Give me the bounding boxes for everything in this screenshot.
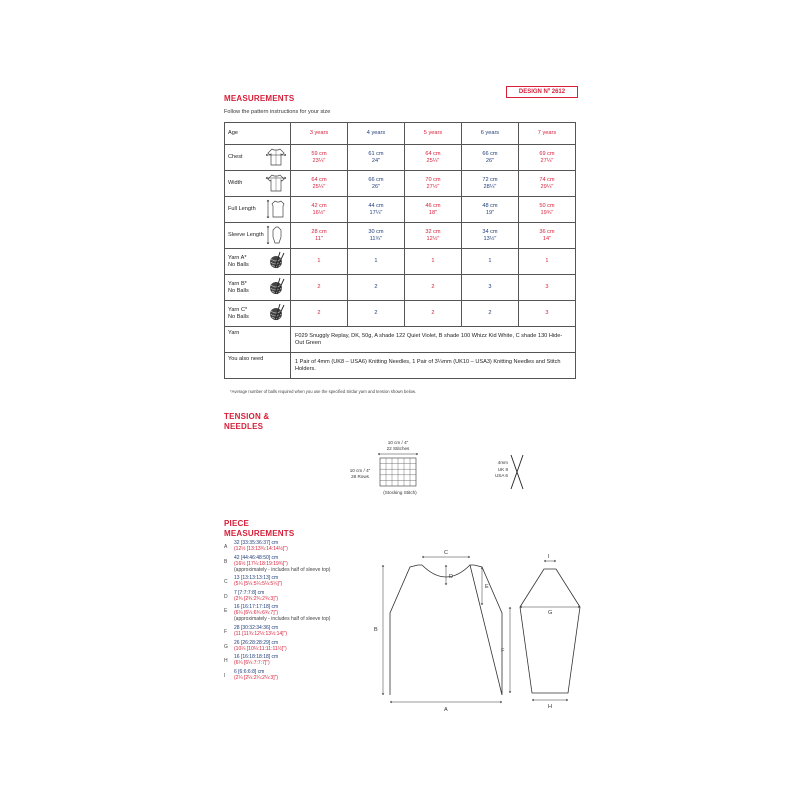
- yarn-description: F029 Snuggly Replay, DK, 50g, A shade 122 Quiet Violet, B shade 100 Whizz Kid White, C shade 130 Hide-Out Green: [291, 327, 576, 353]
- balls-cell: 2: [291, 275, 348, 301]
- table-row: [225, 123, 576, 145]
- balls-cell: 1: [347, 249, 404, 275]
- value-cell: 30 cm 11¾": [347, 223, 404, 249]
- balls-cell: 2: [347, 301, 404, 327]
- table-row: [225, 275, 576, 301]
- yarn-ball-icon: [267, 303, 287, 325]
- value-cell: 28 cm 11": [291, 223, 348, 249]
- chest-label: Chest: [225, 145, 291, 171]
- age-cell: 7 years: [518, 123, 575, 145]
- value-cell: 42 cm 16½": [291, 197, 348, 223]
- dim-label-e: E: [485, 584, 489, 590]
- value-cell: 64 cm 25¼": [291, 171, 348, 197]
- table-row: [225, 353, 576, 379]
- table-row: [225, 327, 576, 353]
- yarn-a-label: Yarn A* No Balls: [225, 249, 291, 275]
- value-cell: 64 cm 25¼": [404, 145, 461, 171]
- also-need-label: You also need: [225, 353, 291, 379]
- dim-label-b: B: [374, 627, 378, 633]
- table-row: [225, 171, 576, 197]
- value-cell: 70 cm 27½": [404, 171, 461, 197]
- list-item: A 32 [33:35:36:37] cm (12½ [13:13¾:14:14½]"): [224, 540, 288, 552]
- value-cell: 66 cm 26": [347, 171, 404, 197]
- yarn-label: Yarn: [225, 327, 291, 353]
- dim-label-g: G: [548, 610, 553, 616]
- list-item: F 28 [30:32:34:36] cm (11 [11¾:12½:13½:14]"): [224, 624, 288, 637]
- dim-label-d: D: [449, 574, 453, 580]
- list-item: C 13 [13:13:13:13] cm (5¼ [5¼:5¼:5¼:5¼]"): [224, 575, 283, 588]
- table-row: [225, 197, 576, 223]
- balls-cell: 2: [291, 301, 348, 327]
- full-length-label: Full Length: [225, 197, 291, 223]
- balls-cell: 2: [404, 301, 461, 327]
- balls-cell: 1: [404, 249, 461, 275]
- age-label: Age: [225, 123, 291, 145]
- table-row: [225, 145, 576, 171]
- age-cell: 6 years: [461, 123, 518, 145]
- tension-width-label: 10 cm / 4" 22 Stitches: [386, 440, 410, 451]
- value-cell: 48 cm 19": [461, 197, 518, 223]
- list-item: B 42 [44:46:48:50] cm (16½ [17¼:18:19:19¾]") (approximately - includes half of sleeve top): [224, 554, 331, 573]
- value-cell: 69 cm 27¼": [518, 145, 575, 171]
- stocking-stitch-label: (Stocking Stitch): [383, 490, 417, 495]
- list-item: E 16 [16:17:17:18] cm (6¼ [6¼:6¾:6¾:7]") (approximately - includes half of sleeve top): [224, 604, 331, 623]
- value-cell: 34 cm 13½": [461, 223, 518, 249]
- age-cell: 5 years: [404, 123, 461, 145]
- needle-size-label: 4mm UK 8 USA 6: [494, 460, 508, 478]
- piece-schematic-diagram: [370, 545, 590, 715]
- balls-cell: 1: [291, 249, 348, 275]
- design-number-badge: DESIGN Nº 2612: [506, 86, 578, 98]
- full-length-icon: [265, 199, 287, 221]
- value-cell: 32 cm 12½": [404, 223, 461, 249]
- yarn-c-label: Yarn C* No Balls: [225, 301, 291, 327]
- sleeve-length-icon: [265, 225, 287, 247]
- tension-grid-icon: [375, 453, 421, 487]
- balls-cell: 1: [518, 249, 575, 275]
- balls-cell: 3: [518, 301, 575, 327]
- yarn-ball-icon: [267, 251, 287, 273]
- sleeve-length-label: Sleeve Length: [225, 223, 291, 249]
- piece-measurement-list: [224, 540, 394, 683]
- table-row: [225, 223, 576, 249]
- table-row: [225, 249, 576, 275]
- value-cell: 50 cm 19¾": [518, 197, 575, 223]
- list-item: H 16 [16:18:18:18] cm (6¼ [6¼:7:7:7]"): [224, 654, 279, 667]
- width-label: Width: [225, 171, 291, 197]
- crossed-needles-icon: [508, 454, 526, 490]
- value-cell: 36 cm 14": [518, 223, 575, 249]
- cardigan-width-icon: [265, 173, 287, 195]
- balls-cell: 2: [461, 301, 518, 327]
- measurements-table: [224, 122, 576, 379]
- value-cell: 59 cm 23¼": [291, 145, 348, 171]
- tension-heading: TENSION & NEEDLES: [224, 412, 270, 431]
- piece-measurements-heading: PIECE MEASUREMENTS: [224, 519, 295, 538]
- footnote: *Average number of balls required when you use the specified Sirdar yarn and tension shown below.: [230, 389, 416, 394]
- balls-cell: 3: [461, 275, 518, 301]
- sleeve-piece-outline: [520, 569, 580, 693]
- yarn-b-label: Yarn B* No Balls: [225, 275, 291, 301]
- value-cell: 46 cm 18": [404, 197, 461, 223]
- value-cell: 72 cm 28¼": [461, 171, 518, 197]
- dim-label-c: C: [444, 550, 448, 556]
- value-cell: 66 cm 26": [461, 145, 518, 171]
- list-item: D 7 [7:7:7:8] cm (2¾ [2¾:2¾:2¾:3]"): [224, 589, 279, 602]
- dim-label-f: F: [501, 648, 505, 654]
- list-item: G 26 [26:28:28:29] cm (10¼ [10¼:11:11:11½]"): [224, 639, 287, 652]
- table-row: [225, 301, 576, 327]
- value-cell: 74 cm 29¼": [518, 171, 575, 197]
- age-cell: 3 years: [291, 123, 348, 145]
- balls-cell: 2: [404, 275, 461, 301]
- also-need-description: 1 Pair of 4mm (UK8 – USA6) Knitting Needles, 1 Pair of 3¼mm (UK10 – USA3) Knitting Needles and Stitch Holders.: [291, 353, 576, 379]
- measurements-heading: MEASUREMENTS: [224, 94, 295, 103]
- value-cell: 61 cm 24": [347, 145, 404, 171]
- age-cell: 4 years: [347, 123, 404, 145]
- dim-label-a: A: [444, 707, 448, 713]
- dim-label-i: I: [548, 554, 550, 560]
- balls-cell: 3: [518, 275, 575, 301]
- dim-label-h: H: [548, 704, 552, 710]
- list-item: I 6 [6:6:6:8] cm (2¼ [2¼:2¼:2¼:3]"): [224, 668, 279, 681]
- yarn-ball-icon: [267, 277, 287, 299]
- balls-cell: 1: [461, 249, 518, 275]
- cardigan-chest-icon: [265, 147, 287, 169]
- balls-cell: 2: [347, 275, 404, 301]
- value-cell: 44 cm 17¼": [347, 197, 404, 223]
- tension-height-label: 10 cm / 4" 28 Rows: [349, 468, 371, 479]
- intro-text: Follow the pattern instructions for your size: [224, 109, 331, 115]
